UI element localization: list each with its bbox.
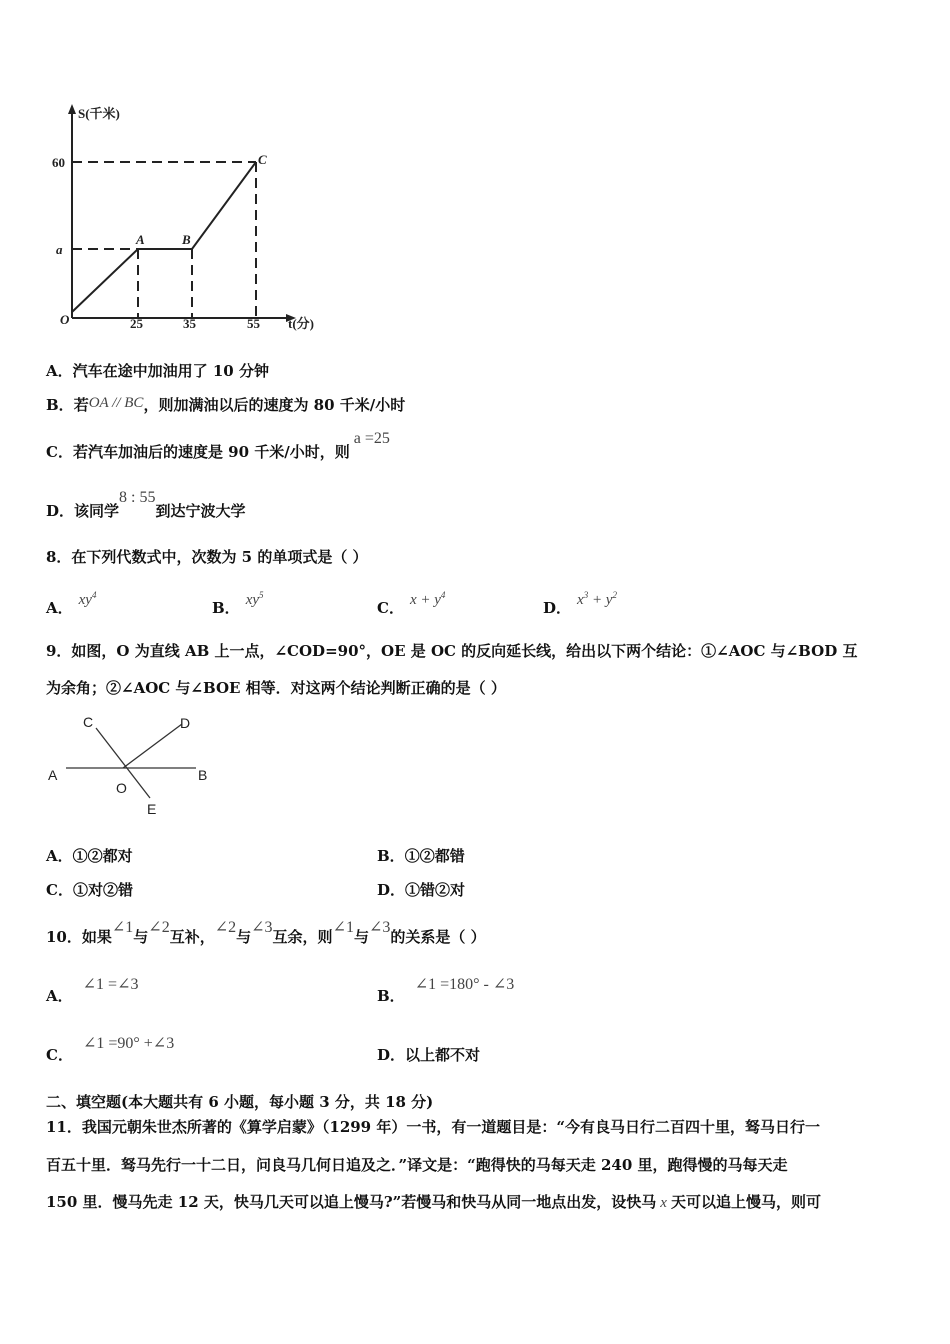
x-tick-35: 35 bbox=[183, 316, 196, 331]
label-o: O bbox=[116, 780, 127, 796]
distance-time-graph bbox=[50, 100, 350, 340]
q8-stem: 8．在下列代数式中，次数为 5 的单项式是（ ） bbox=[46, 548, 368, 566]
q7-option-c: C．若汽车加油后的速度是 90 千米/小时，则a =25 bbox=[46, 430, 390, 461]
graph-line bbox=[72, 162, 256, 312]
y-axis-label: S(千米) bbox=[78, 106, 120, 121]
q9-stem-line1: 9．如图，O 为直线 AB 上一点，∠COD=90°，OE 是 OC 的反向延长线，给出以下两个结论：①∠AOC 与∠BOD 互 bbox=[46, 642, 858, 660]
q8-option-d: D． $x^3 + y^2$ bbox=[543, 590, 617, 617]
q10-option-b: B．∠1 =180° - ∠3 bbox=[377, 976, 515, 1005]
x-tick-25: 25 bbox=[130, 316, 143, 331]
section-heading: 二、填空题(本大题共有 6 小题，每小题 3 分，共 18 分) bbox=[46, 1093, 434, 1111]
label-d: D bbox=[180, 715, 191, 731]
q9-option-d: D．①错②对 bbox=[377, 881, 466, 899]
q10-option-a: A．∠1 =∠3 bbox=[46, 976, 139, 1005]
q11-line3: 150 里．慢马先走 12 天，快马几天可以追上慢马?”若慢马和快马从同一地点出发，设快马 x 天可以追上慢马，则可 bbox=[46, 1193, 821, 1211]
point-a-label: A bbox=[136, 232, 145, 247]
q8-option-b: B． $xy^5$ bbox=[212, 590, 264, 617]
q10-option-d: D．以上都不对 bbox=[377, 1046, 481, 1064]
label-e: E bbox=[147, 801, 157, 817]
q7-option-d: D．该同学8 : 55到达宁波大学 bbox=[46, 489, 246, 520]
q8-option-c: C． $x + y^4$ bbox=[377, 590, 446, 617]
x-axis-label: t(分) bbox=[288, 316, 314, 331]
label-c: C bbox=[83, 714, 94, 730]
q9-option-c: C．①对②错 bbox=[46, 881, 133, 899]
q9-stem-line2: 为余角；②∠AOC 与∠BOE 相等．对这两个结论判断正确的是（ ） bbox=[46, 679, 506, 697]
origin-label: O bbox=[60, 312, 70, 327]
point-b-label: B bbox=[182, 232, 191, 247]
q7-option-b: B．若OA // BC，则加满油以后的速度为 80 千米/小时 bbox=[46, 395, 406, 414]
y-tick-a: a bbox=[56, 242, 63, 257]
q10-option-c: C．∠1 =90° +∠3 bbox=[46, 1035, 175, 1064]
angle-figure bbox=[40, 708, 230, 823]
x-tick-55: 55 bbox=[247, 316, 260, 331]
label-a: A bbox=[48, 767, 58, 783]
point-c-label: C bbox=[258, 152, 267, 167]
q11-line2: 百五十里．驽马先行一十二日，问良马几何日追及之．”译文是：“跑得快的马每天走 240 里，跑得慢的马每天走 bbox=[46, 1156, 788, 1174]
q9-option-a: A．①②都对 bbox=[46, 847, 133, 865]
q7-option-a: A．汽车在途中加油用了 10 分钟 bbox=[46, 362, 269, 380]
label-b: B bbox=[198, 767, 208, 783]
q9-option-b: B．①②都错 bbox=[377, 847, 465, 865]
q11-line1: 11．我国元朝朱世杰所著的《算学启蒙》（1299 年）一书，有一道题目是：“今有良马日行二百四十里，驽马日行一 bbox=[46, 1118, 820, 1136]
y-tick-60: 60 bbox=[52, 155, 65, 170]
q8-option-a: A． $xy^4$ bbox=[46, 590, 97, 617]
q10-stem: 10．如果∠1与∠2互补，∠2与∠3互余，则∠1与∠3的关系是（ ） bbox=[46, 919, 486, 946]
